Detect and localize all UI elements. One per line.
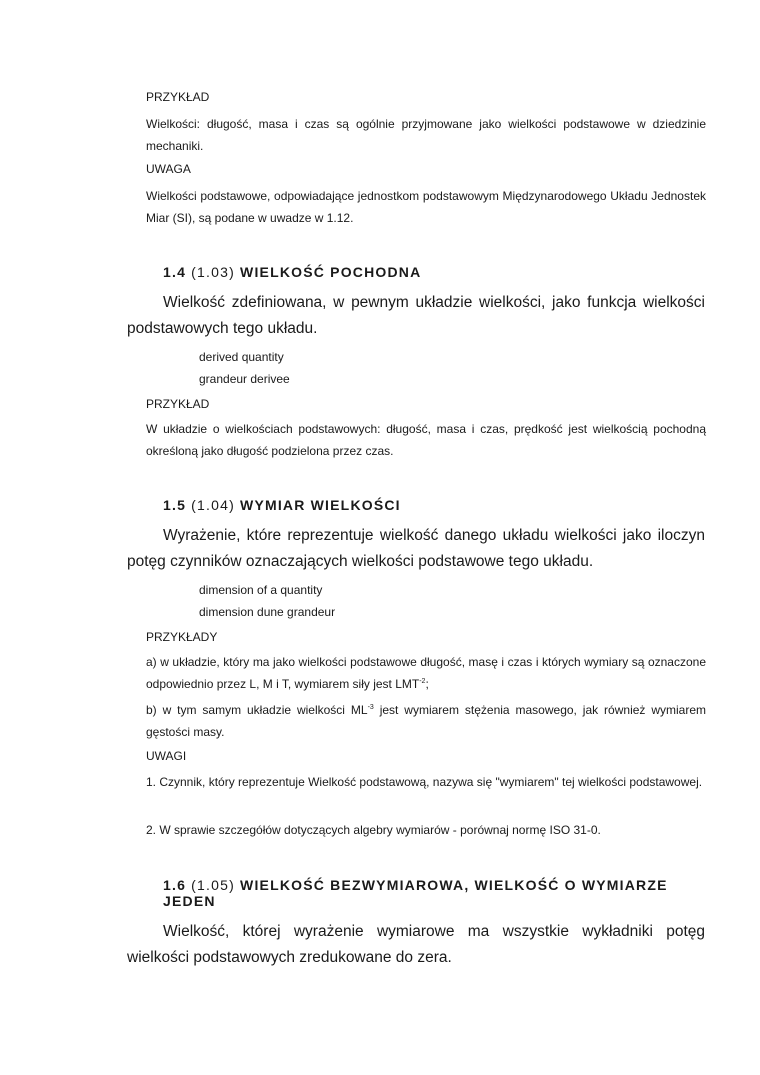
section-ref: (1.04) [191, 497, 235, 513]
example-text: W układzie o wielkościach podstawowych: długość, masa i czas, prędkość jest wielkością pochodną określoną jako długość podzielona przez czas. [146, 422, 706, 458]
term-english: dimension of a quantity [199, 583, 323, 597]
note-2: 2. W sprawie szczegółów dotyczących algebry wymiarów - porównaj normę ISO 31-0. [146, 823, 601, 837]
term-french: grandeur derivee [199, 372, 290, 386]
definition-text: Wielkość, której wyrażenie wymiarowe ma wszystkie wykładniki potęg wielkości podstawowych zredukowane do zera. [127, 923, 705, 966]
example-b: b) w tym samym układzie wielkości $ML^{-3}$ jest wymiarem stężenia masowego, jak również wymiarem gęstości masy. [146, 703, 706, 739]
section-title: WIELKOŚĆ POCHODNA [240, 264, 422, 280]
note-1: 1. Czynnik, który reprezentuje Wielkość podstawową, nazywa się "wymiarem" tej wielkości podstawowej. [146, 775, 703, 789]
definition-text: Wielkość zdefiniowana, w pewnym układzie wielkości, jako funkcja wielkości podstawowych tego układu. [127, 294, 705, 337]
notes-label: UWAGI [146, 749, 187, 763]
section-number: 1.6 [163, 877, 187, 893]
example-text: Wielkości: długość, masa i czas są ogólnie przyjmowane jako wielkości podstawowe w dziedzinie mechaniki. [146, 117, 706, 153]
example-a: a) w układzie, który ma jako wielkości podstawowe długość, masę i czas i których wymiary są oznaczone odpowiednio przez L, M i T, wymiarem siły jest $LMT^{-2}$; [146, 655, 706, 691]
example-label: PRZYKŁAD [146, 397, 210, 411]
definition-text: Wyrażenie, które reprezentuje wielkość danego układu wielkości jako iloczyn potęg czynników oznaczających wielkości podstawowe tego układu. [127, 527, 705, 570]
section-number: 1.5 [163, 497, 187, 513]
note-label: UWAGA [146, 162, 191, 176]
section-title: WIELKOŚĆ BEZWYMIAROWA, WIELKOŚĆ O WYMIARZE JEDEN [163, 877, 668, 909]
section-heading-1-4 [163, 264, 703, 280]
term-english: derived quantity [199, 350, 284, 364]
section-ref: (1.05) [191, 877, 235, 893]
example-label: PRZYKŁAD [146, 90, 210, 104]
section-ref: (1.03) [191, 264, 235, 280]
section-number: 1.4 [163, 264, 187, 280]
section-heading-1-6 [163, 877, 703, 909]
term-french: dimension dune grandeur [199, 605, 336, 619]
section-title: WYMIAR WIELKOŚCI [240, 497, 401, 513]
section-heading-1-5 [163, 497, 703, 513]
note-text: Wielkości podstawowe, odpowiadające jednostkom podstawowym Międzynarodowego Układu Jednostek Miar (SI), są podane w uwadze w 1.12. [146, 189, 706, 225]
examples-label: PRZYKŁADY [146, 630, 218, 644]
